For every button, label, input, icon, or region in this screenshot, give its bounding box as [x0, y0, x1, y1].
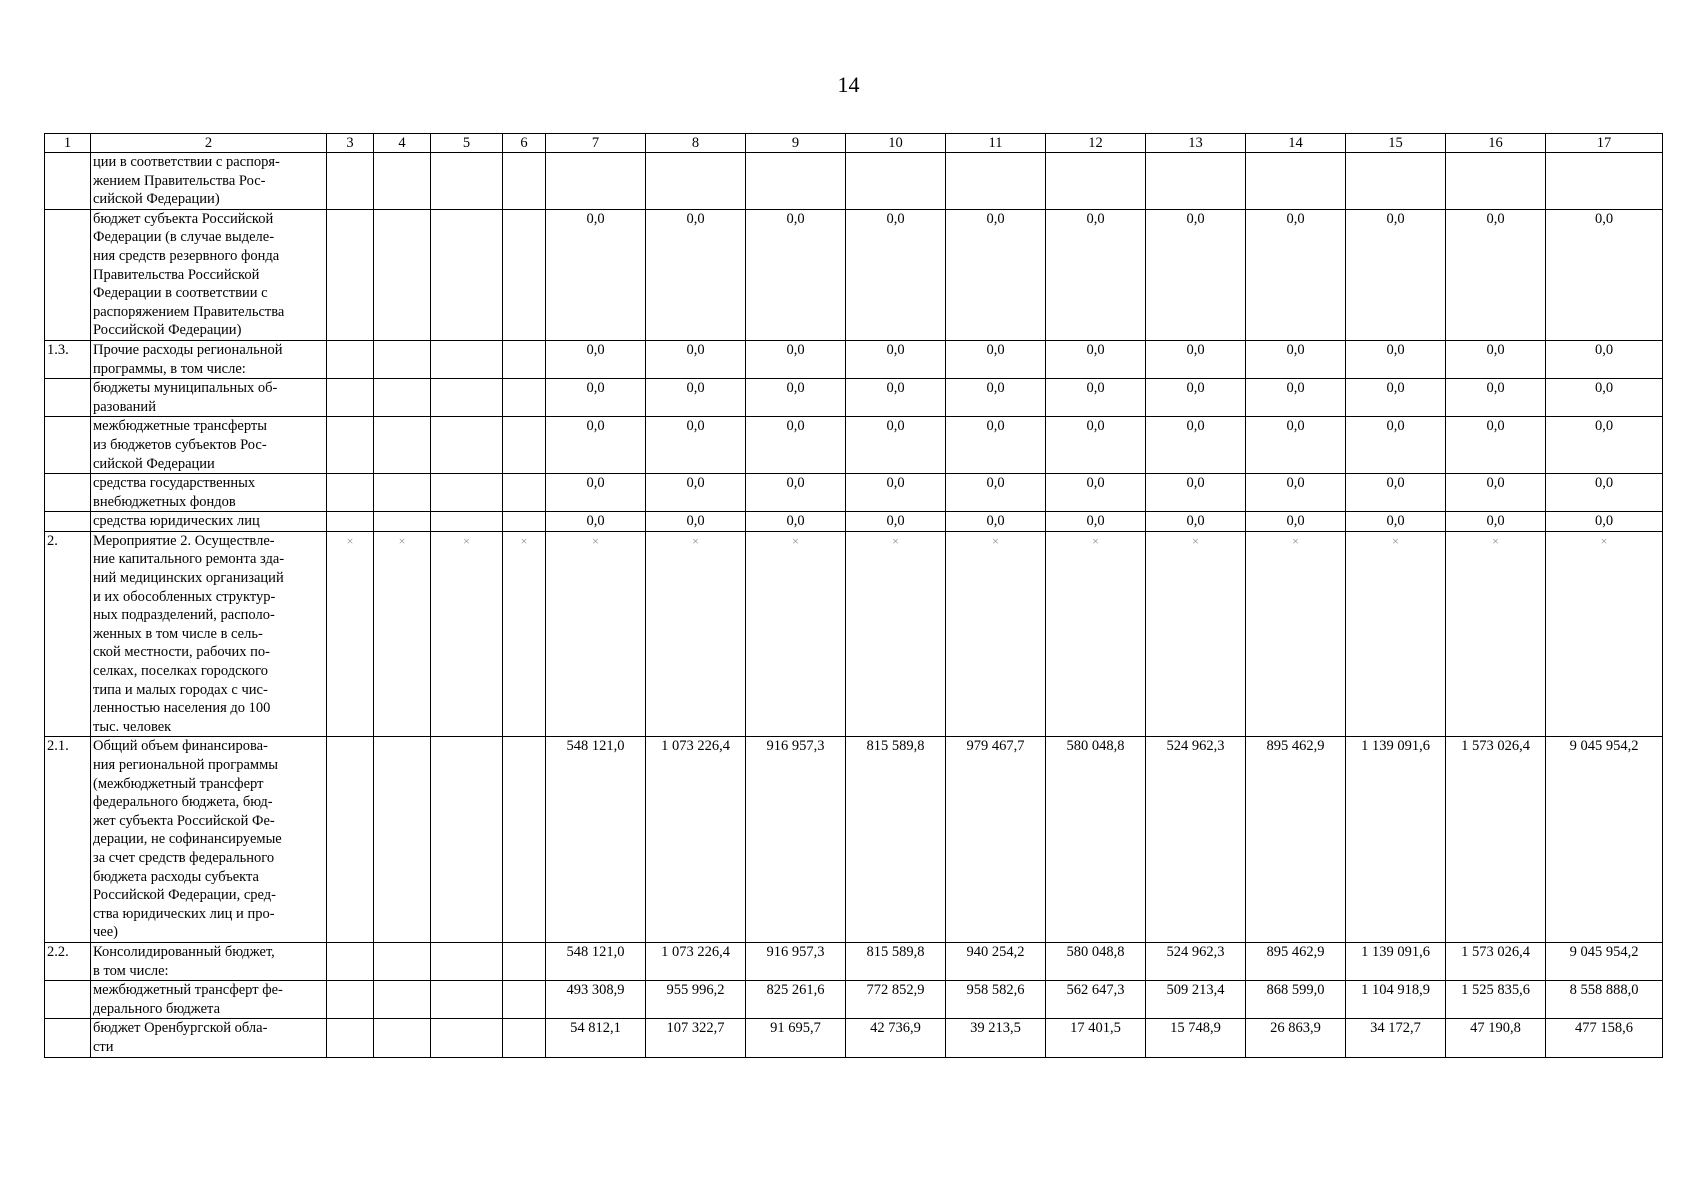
- value-cell: 815 589,8: [846, 942, 946, 980]
- not-applicable-mark: ×: [946, 531, 1046, 737]
- value-cell: [503, 417, 546, 474]
- value-cell: 979 467,7: [946, 737, 1046, 943]
- header-cell: 10: [846, 134, 946, 153]
- value-cell: [503, 474, 546, 512]
- value-cell: 1 073 226,4: [646, 737, 746, 943]
- not-applicable-mark: ×: [1546, 531, 1663, 737]
- value-cell: [327, 512, 374, 532]
- value-cell: 0,0: [1346, 379, 1446, 417]
- value-cell: [503, 379, 546, 417]
- header-cell: 5: [431, 134, 503, 153]
- header-cell: 1: [45, 134, 91, 153]
- value-cell: 0,0: [1146, 209, 1246, 340]
- value-cell: 895 462,9: [1246, 942, 1346, 980]
- row-description: Консолидированный бюджет, в том числе:: [91, 942, 327, 980]
- header-cell: 9: [746, 134, 846, 153]
- value-cell: 0,0: [1246, 209, 1346, 340]
- value-cell: [327, 379, 374, 417]
- value-cell: [546, 153, 646, 210]
- value-cell: 0,0: [646, 474, 746, 512]
- table-row: [45, 737, 1663, 943]
- header-cell: 14: [1246, 134, 1346, 153]
- value-cell: 940 254,2: [946, 942, 1046, 980]
- row-description: межбюджетные трансферты из бюджетов субъектов Рос- сийской Федерации: [91, 417, 327, 474]
- not-applicable-mark: ×: [1446, 531, 1546, 737]
- not-applicable-mark: ×: [746, 531, 846, 737]
- value-cell: [1146, 153, 1246, 210]
- not-applicable-mark: ×: [1346, 531, 1446, 737]
- value-cell: 1 139 091,6: [1346, 942, 1446, 980]
- value-cell: 1 139 091,6: [1346, 737, 1446, 943]
- value-cell: [374, 474, 431, 512]
- value-cell: 54 812,1: [546, 1019, 646, 1057]
- value-cell: 958 582,6: [946, 981, 1046, 1019]
- value-cell: 955 996,2: [646, 981, 746, 1019]
- value-cell: 0,0: [1046, 379, 1146, 417]
- value-cell: 0,0: [1146, 512, 1246, 532]
- value-cell: 0,0: [1446, 340, 1546, 378]
- value-cell: [1346, 153, 1446, 210]
- value-cell: [431, 981, 503, 1019]
- header-cell: 11: [946, 134, 1046, 153]
- value-cell: [374, 340, 431, 378]
- value-cell: 0,0: [1446, 379, 1546, 417]
- value-cell: [327, 153, 374, 210]
- value-cell: [503, 981, 546, 1019]
- value-cell: 0,0: [1246, 512, 1346, 532]
- value-cell: 548 121,0: [546, 942, 646, 980]
- value-cell: [431, 340, 503, 378]
- value-cell: [327, 417, 374, 474]
- value-cell: [327, 474, 374, 512]
- value-cell: 0,0: [746, 512, 846, 532]
- value-cell: 0,0: [1046, 512, 1146, 532]
- value-cell: 0,0: [946, 209, 1046, 340]
- value-cell: [1546, 153, 1663, 210]
- value-cell: 524 962,3: [1146, 737, 1246, 943]
- row-number: [45, 153, 91, 210]
- row-number: [45, 209, 91, 340]
- value-cell: 0,0: [946, 340, 1046, 378]
- value-cell: [327, 737, 374, 943]
- row-description: средства государственных внебюджетных фондов: [91, 474, 327, 512]
- value-cell: 0,0: [1146, 474, 1246, 512]
- header-cell: 2: [91, 134, 327, 153]
- value-cell: 0,0: [1346, 417, 1446, 474]
- table-row: [45, 209, 1663, 340]
- value-cell: [431, 474, 503, 512]
- value-cell: 580 048,8: [1046, 942, 1146, 980]
- value-cell: [503, 1019, 546, 1057]
- header-cell: 13: [1146, 134, 1246, 153]
- value-cell: 91 695,7: [746, 1019, 846, 1057]
- row-number: 2.: [45, 531, 91, 737]
- row-number: [45, 981, 91, 1019]
- value-cell: 0,0: [546, 417, 646, 474]
- value-cell: 509 213,4: [1146, 981, 1246, 1019]
- not-applicable-mark: ×: [327, 531, 374, 737]
- value-cell: 0,0: [1246, 340, 1346, 378]
- value-cell: 0,0: [746, 340, 846, 378]
- header-cell: 6: [503, 134, 546, 153]
- value-cell: 0,0: [846, 379, 946, 417]
- not-applicable-mark: ×: [546, 531, 646, 737]
- not-applicable-mark: ×: [1246, 531, 1346, 737]
- row-description: Мероприятие 2. Осуществле- ние капитального ремонта зда- ний медицинских организаций и их обособленных структур- ных подразделений, располо- женных в том числе в сель- ской местности, рабочих по- селках, поселках городского типа и малых городах с чис- ленностью населения до 100 тыс. человек: [91, 531, 327, 737]
- value-cell: 562 647,3: [1046, 981, 1146, 1019]
- value-cell: 0,0: [1346, 340, 1446, 378]
- value-cell: 42 736,9: [846, 1019, 946, 1057]
- row-description: бюджет субъекта Российской Федерации (в случае выделе- ния средств резервного фонда Правительства Российской Федерации в соответствии с распоряжением Правительства Российской Федерации): [91, 209, 327, 340]
- header-cell: 8: [646, 134, 746, 153]
- value-cell: 0,0: [1446, 209, 1546, 340]
- header-cell: 4: [374, 134, 431, 153]
- value-cell: [503, 209, 546, 340]
- value-cell: 1 573 026,4: [1446, 737, 1546, 943]
- value-cell: 17 401,5: [1046, 1019, 1146, 1057]
- value-cell: 0,0: [946, 379, 1046, 417]
- value-cell: [846, 153, 946, 210]
- row-description: средства юридических лиц: [91, 512, 327, 532]
- value-cell: [374, 512, 431, 532]
- value-cell: 895 462,9: [1246, 737, 1346, 943]
- value-cell: [374, 153, 431, 210]
- row-number: [45, 417, 91, 474]
- value-cell: 26 863,9: [1246, 1019, 1346, 1057]
- value-cell: [431, 942, 503, 980]
- value-cell: 0,0: [746, 417, 846, 474]
- value-cell: [374, 981, 431, 1019]
- header-cell: 16: [1446, 134, 1546, 153]
- value-cell: 0,0: [546, 340, 646, 378]
- value-cell: 0,0: [546, 512, 646, 532]
- table-row: [45, 531, 1663, 737]
- value-cell: 9 045 954,2: [1546, 737, 1663, 943]
- value-cell: 0,0: [646, 417, 746, 474]
- row-number: [45, 512, 91, 532]
- value-cell: 0,0: [1546, 417, 1663, 474]
- value-cell: 0,0: [546, 379, 646, 417]
- table-row: [45, 942, 1663, 980]
- value-cell: 1 073 226,4: [646, 942, 746, 980]
- not-applicable-mark: ×: [503, 531, 546, 737]
- value-cell: 1 525 835,6: [1446, 981, 1546, 1019]
- value-cell: [374, 1019, 431, 1057]
- value-cell: 0,0: [846, 474, 946, 512]
- value-cell: 0,0: [1046, 340, 1146, 378]
- value-cell: 0,0: [646, 340, 746, 378]
- value-cell: 815 589,8: [846, 737, 946, 943]
- row-number: [45, 474, 91, 512]
- value-cell: 0,0: [1346, 512, 1446, 532]
- header-cell: 12: [1046, 134, 1146, 153]
- table-row: [45, 379, 1663, 417]
- value-cell: 0,0: [646, 512, 746, 532]
- row-number: 1.3.: [45, 340, 91, 378]
- value-cell: [1046, 153, 1146, 210]
- value-cell: 0,0: [1046, 474, 1146, 512]
- value-cell: [374, 209, 431, 340]
- value-cell: [374, 417, 431, 474]
- row-number: [45, 1019, 91, 1057]
- value-cell: 0,0: [746, 379, 846, 417]
- row-description: Прочие расходы региональной программы, в том числе:: [91, 340, 327, 378]
- value-cell: [431, 737, 503, 943]
- value-cell: 0,0: [546, 474, 646, 512]
- header-row: [45, 134, 1663, 153]
- value-cell: 0,0: [1046, 417, 1146, 474]
- value-cell: [431, 379, 503, 417]
- value-cell: 0,0: [1246, 379, 1346, 417]
- value-cell: 916 957,3: [746, 942, 846, 980]
- value-cell: 0,0: [1446, 417, 1546, 474]
- table-row: [45, 474, 1663, 512]
- value-cell: 0,0: [1546, 379, 1663, 417]
- value-cell: 0,0: [646, 209, 746, 340]
- value-cell: 0,0: [1546, 340, 1663, 378]
- value-cell: 0,0: [1546, 512, 1663, 532]
- value-cell: 15 748,9: [1146, 1019, 1246, 1057]
- row-description: ции в соответствии с распоря- жением Правительства Рос- сийской Федерации): [91, 153, 327, 210]
- value-cell: [431, 153, 503, 210]
- value-cell: [503, 340, 546, 378]
- page-number: 14: [837, 72, 860, 97]
- value-cell: [503, 737, 546, 943]
- not-applicable-mark: ×: [646, 531, 746, 737]
- value-cell: [327, 942, 374, 980]
- table-row: [45, 981, 1663, 1019]
- table-row: [45, 1019, 1663, 1057]
- header-cell: 17: [1546, 134, 1663, 153]
- row-description: бюджет Оренбургской обла- сти: [91, 1019, 327, 1057]
- value-cell: 0,0: [846, 209, 946, 340]
- table-row: [45, 512, 1663, 532]
- value-cell: 0,0: [1146, 417, 1246, 474]
- value-cell: 548 121,0: [546, 737, 646, 943]
- value-cell: 0,0: [946, 474, 1046, 512]
- value-cell: 0,0: [1546, 209, 1663, 340]
- value-cell: 477 158,6: [1546, 1019, 1663, 1057]
- value-cell: 0,0: [646, 379, 746, 417]
- value-cell: [431, 512, 503, 532]
- value-cell: [946, 153, 1046, 210]
- value-cell: 0,0: [1246, 474, 1346, 512]
- value-cell: [374, 379, 431, 417]
- value-cell: [1246, 153, 1346, 210]
- header-cell: 3: [327, 134, 374, 153]
- table-row: [45, 153, 1663, 210]
- value-cell: 107 322,7: [646, 1019, 746, 1057]
- value-cell: 0,0: [746, 474, 846, 512]
- value-cell: [327, 209, 374, 340]
- value-cell: [374, 737, 431, 943]
- value-cell: 916 957,3: [746, 737, 846, 943]
- value-cell: 0,0: [1046, 209, 1146, 340]
- header-cell: 15: [1346, 134, 1446, 153]
- value-cell: 0,0: [1546, 474, 1663, 512]
- not-applicable-mark: ×: [1046, 531, 1146, 737]
- value-cell: 524 962,3: [1146, 942, 1246, 980]
- value-cell: 0,0: [846, 512, 946, 532]
- value-cell: [1446, 153, 1546, 210]
- row-description: Общий объем финансирова- ния региональной программы (межбюджетный трансферт федерального бюджета, бюд- жет субъекта Российской Фе- дерации, не софинансируемые за счет средств федерального бюджета расходы субъекта Российской Федерации, сред- ства юридических лиц и про- чее): [91, 737, 327, 943]
- row-number: [45, 379, 91, 417]
- value-cell: 868 599,0: [1246, 981, 1346, 1019]
- value-cell: 9 045 954,2: [1546, 942, 1663, 980]
- value-cell: 825 261,6: [746, 981, 846, 1019]
- value-cell: [327, 981, 374, 1019]
- value-cell: 34 172,7: [1346, 1019, 1446, 1057]
- not-applicable-mark: ×: [1146, 531, 1246, 737]
- value-cell: 0,0: [946, 512, 1046, 532]
- value-cell: [327, 1019, 374, 1057]
- value-cell: [327, 340, 374, 378]
- value-cell: 0,0: [1346, 474, 1446, 512]
- value-cell: [746, 153, 846, 210]
- value-cell: [431, 209, 503, 340]
- value-cell: 0,0: [1446, 474, 1546, 512]
- not-applicable-mark: ×: [846, 531, 946, 737]
- value-cell: 0,0: [1446, 512, 1546, 532]
- value-cell: [503, 942, 546, 980]
- value-cell: [503, 512, 546, 532]
- value-cell: 1 104 918,9: [1346, 981, 1446, 1019]
- value-cell: 0,0: [846, 340, 946, 378]
- value-cell: 47 190,8: [1446, 1019, 1546, 1057]
- value-cell: 0,0: [846, 417, 946, 474]
- header-cell: 7: [546, 134, 646, 153]
- value-cell: [431, 1019, 503, 1057]
- table-row: [45, 417, 1663, 474]
- value-cell: 772 852,9: [846, 981, 946, 1019]
- value-cell: 0,0: [946, 417, 1046, 474]
- row-number: 2.1.: [45, 737, 91, 943]
- value-cell: 8 558 888,0: [1546, 981, 1663, 1019]
- value-cell: 0,0: [546, 209, 646, 340]
- table-row: [45, 340, 1663, 378]
- value-cell: 0,0: [1146, 340, 1246, 378]
- value-cell: 493 308,9: [546, 981, 646, 1019]
- financing-table: [44, 133, 1663, 1058]
- value-cell: 39 213,5: [946, 1019, 1046, 1057]
- value-cell: 0,0: [1146, 379, 1246, 417]
- value-cell: 0,0: [1346, 209, 1446, 340]
- row-number: 2.2.: [45, 942, 91, 980]
- value-cell: [646, 153, 746, 210]
- value-cell: [503, 153, 546, 210]
- value-cell: 580 048,8: [1046, 737, 1146, 943]
- value-cell: [374, 942, 431, 980]
- not-applicable-mark: ×: [374, 531, 431, 737]
- value-cell: 0,0: [746, 209, 846, 340]
- not-applicable-mark: ×: [431, 531, 503, 737]
- value-cell: 0,0: [1246, 417, 1346, 474]
- value-cell: [431, 417, 503, 474]
- row-description: межбюджетный трансферт фе- дерального бюджета: [91, 981, 327, 1019]
- row-description: бюджеты муниципальных об- разований: [91, 379, 327, 417]
- value-cell: 1 573 026,4: [1446, 942, 1546, 980]
